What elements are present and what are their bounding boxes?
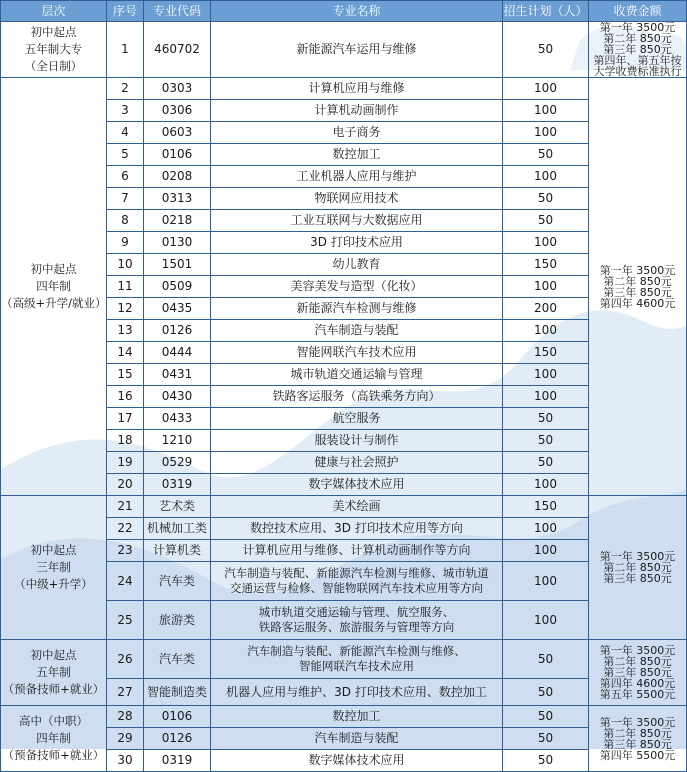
major-name-cell [211,232,503,254]
level-line: 三年制 [36,560,71,574]
no-cell: 4 [107,122,144,144]
no-cell: 27 [107,679,144,706]
major-name-line: 智能网联汽车技术应用 [299,659,414,673]
level-cell [1,22,107,78]
fee-cell [589,496,687,640]
major-name-line: 机器人应用与维护、3D 打印技术应用、数控加工 [226,684,487,699]
table-row [1,706,687,728]
major-name-cell [211,320,503,342]
level-line: 四年制 [36,731,71,745]
plan-cell: 100 [503,320,589,342]
code-cell: 0218 [144,210,211,232]
level-line: 五年制大专 [24,42,83,56]
level-cell [1,78,107,496]
major-name-line: 铁路客运服务（高铁乘务方向） [272,389,441,403]
fee-line: 第一年 3500元 [599,21,676,34]
plan-cell: 100 [503,276,589,298]
no-cell: 26 [107,640,144,679]
fee-line: 第三年 850元 [603,43,672,56]
major-name-line: 汽车制造与装配 [314,323,399,337]
no-cell: 11 [107,276,144,298]
major-name-cell [211,78,503,100]
major-name-cell [211,706,503,728]
plan-cell: 100 [503,122,589,144]
plan-cell: 50 [503,679,589,706]
major-name-line: 汽车制造与装配、新能源汽车检测与维修、城市轨道 [224,566,489,580]
code-cell: 0319 [144,750,211,772]
major-name-cell [211,386,503,408]
code-cell: 0433 [144,408,211,430]
plan-cell: 50 [503,408,589,430]
plan-cell: 50 [503,706,589,728]
fee-line: 第一年 3500元 [599,263,676,277]
code-cell: 0126 [144,320,211,342]
major-name-line: 工业互联网与大数据应用 [290,213,423,227]
major-name-line: 电子商务 [332,125,381,139]
plan-cell: 100 [503,601,589,640]
major-name-cell [211,254,503,276]
major-name-cell [211,364,503,386]
code-cell: 0430 [144,386,211,408]
no-cell: 7 [107,188,144,210]
fee-cell [589,640,687,706]
code-cell: 0306 [144,100,211,122]
plan-cell: 100 [503,540,589,562]
major-name-line: 汽车制造与装配 [314,731,399,745]
level-line: （中级+升学） [14,577,93,591]
no-cell: 6 [107,166,144,188]
table-row [1,496,687,518]
plan-cell: 100 [503,474,589,496]
no-cell: 18 [107,430,144,452]
fee-line: 第三年 850元 [603,666,672,679]
no-cell: 3 [107,100,144,122]
table-body [1,22,687,772]
major-name-cell [211,430,503,452]
no-cell: 25 [107,601,144,640]
fee-line: 第五年 5500元 [599,688,676,701]
fee-line: 第三年 850元 [603,737,672,751]
code-cell: 460702 [144,22,211,78]
level-line: （全日制） [24,59,83,73]
major-name-line: 美容美发与造型（化妆） [290,279,423,293]
level-line: （预备技师+就业） [2,682,105,696]
code-cell: 0435 [144,298,211,320]
major-name-cell [211,188,503,210]
level-line: 初中起点 [30,648,77,662]
plan-cell: 150 [503,254,589,276]
code-cell: 旅游类 [144,601,211,640]
plan-cell: 100 [503,232,589,254]
code-cell: 1210 [144,430,211,452]
header-level: 层次 [1,1,107,22]
plan-cell: 100 [503,562,589,601]
fee-cell [589,78,687,496]
no-cell: 16 [107,386,144,408]
header-name: 专业名称 [211,1,503,22]
no-cell: 15 [107,364,144,386]
code-cell: 0509 [144,276,211,298]
major-name-cell [211,518,503,540]
no-cell: 22 [107,518,144,540]
code-cell: 0303 [144,78,211,100]
fee-line: 第一年 3500元 [599,550,676,563]
code-cell: 0319 [144,474,211,496]
major-name-line: 智能网联汽车技术应用 [296,345,417,359]
major-name-line: 数控技术应用、3D 打印技术应用等方向 [250,521,463,535]
major-name-cell [211,342,503,364]
code-cell: 0130 [144,232,211,254]
fee-line: 第一年 3500元 [599,715,676,729]
major-name-line: 服装设计与制作 [314,433,399,447]
no-cell: 24 [107,562,144,601]
major-name-line: 新能源汽车检测与维修 [296,301,417,315]
major-name-cell [211,562,503,601]
fee-line: 第二年 850元 [603,561,672,574]
level-line: （高级+升学/就业） [1,296,107,310]
code-cell: 0126 [144,728,211,750]
plan-cell: 150 [503,496,589,518]
no-cell: 8 [107,210,144,232]
plan-cell: 50 [503,210,589,232]
plan-cell: 100 [503,78,589,100]
code-cell: 0106 [144,706,211,728]
header-code: 专业代码 [144,1,211,22]
major-name-cell [211,22,503,78]
level-line: 初中起点 [30,543,77,557]
plan-cell: 50 [503,452,589,474]
no-cell: 17 [107,408,144,430]
major-name-line: 汽车制造与装配、新能源汽车检测与维修、 [247,644,466,658]
major-name-cell [211,144,503,166]
major-name-cell [211,640,503,679]
fee-line: 第二年 850元 [603,32,672,45]
table-row [1,640,687,679]
no-cell: 21 [107,496,144,518]
plan-cell: 200 [503,298,589,320]
no-cell: 19 [107,452,144,474]
level-cell [1,496,107,640]
fee-line: 第二年 850元 [603,726,672,740]
major-name-cell [211,750,503,772]
level-line: 高中（中职） [19,714,88,728]
major-name-cell [211,474,503,496]
fee-line: 第三年 850元 [603,285,672,299]
fee-line: 第四年、第五年按 [593,54,682,67]
major-name-line: 铁路客运服务、旅游服务与管理等方向 [258,620,455,634]
table-row [1,78,687,100]
code-cell: 0106 [144,144,211,166]
major-name-cell [211,540,503,562]
major-name-cell [211,166,503,188]
no-cell: 30 [107,750,144,772]
no-cell: 13 [107,320,144,342]
code-cell: 0431 [144,364,211,386]
plan-cell: 100 [503,364,589,386]
major-name-line: 数字媒体技术应用 [308,477,405,491]
code-cell: 智能制造类 [144,679,211,706]
plan-cell: 100 [503,386,589,408]
major-name-line: 数控加工 [332,147,381,161]
no-cell: 9 [107,232,144,254]
fee-line: 第三年 850元 [603,572,672,585]
major-name-line: 计算机动画制作 [314,103,399,117]
code-cell: 0444 [144,342,211,364]
plan-cell: 50 [503,728,589,750]
major-name-cell [211,298,503,320]
code-cell: 机械加工类 [144,518,211,540]
header-fee: 收费金额 [589,1,687,22]
no-cell: 23 [107,540,144,562]
no-cell: 20 [107,474,144,496]
no-cell: 28 [107,706,144,728]
level-line: 初中起点 [30,25,77,39]
major-name-line: 交通运营与检修、智能物联网汽车技术应用等方向 [230,581,483,595]
major-name-line: 新能源汽车运用与维修 [296,42,417,56]
major-name-line: 城市轨道交通运输与管理、航空服务、 [258,605,455,619]
fee-line: 第四年 4600元 [599,677,676,690]
no-cell: 10 [107,254,144,276]
plan-cell: 50 [503,144,589,166]
fee-line: 第四年 4600元 [599,296,676,310]
fee-line: 第二年 850元 [603,655,672,668]
no-cell: 2 [107,78,144,100]
plan-cell: 150 [503,342,589,364]
major-name-line: 美术绘画 [332,499,381,513]
level-cell [1,640,107,706]
plan-cell: 50 [503,430,589,452]
fee-cell [589,22,687,78]
major-name-cell [211,276,503,298]
major-name-line: 数控加工 [332,709,381,723]
code-cell: 1501 [144,254,211,276]
major-name-cell [211,100,503,122]
code-cell: 0208 [144,166,211,188]
major-name-line: 工业机器人应用与维护 [296,169,417,183]
plan-cell: 100 [503,518,589,540]
major-name-cell [211,408,503,430]
plan-cell: 100 [503,100,589,122]
fee-line: 第四年 5500元 [599,748,676,762]
code-cell: 汽车类 [144,562,211,601]
no-cell: 1 [107,22,144,78]
major-name-cell [211,728,503,750]
major-name-line: 计算机应用与维修 [308,81,405,95]
plan-cell: 50 [503,188,589,210]
level-line: （预备技师+就业） [2,748,105,762]
no-cell: 5 [107,144,144,166]
major-name-line: 健康与社会照护 [314,455,399,469]
code-cell: 计算机类 [144,540,211,562]
major-name-line: 物联网应用技术 [314,191,399,205]
plan-cell: 50 [503,750,589,772]
major-name-line: 数字媒体技术应用 [308,753,405,767]
major-name-line: 计算机应用与维修、计算机动画制作等方向 [242,543,471,557]
major-name-line: 城市轨道交通运输与管理 [290,367,423,381]
major-name-cell [211,496,503,518]
fee-cell [589,706,687,772]
no-cell: 14 [107,342,144,364]
major-name-line: 航空服务 [332,411,381,425]
plan-cell: 100 [503,166,589,188]
no-cell: 29 [107,728,144,750]
code-cell: 0529 [144,452,211,474]
header-plan: 招生计划（人） [503,1,589,22]
code-cell: 0603 [144,122,211,144]
fee-line: 大学收费标准执行 [593,65,682,78]
fee-line: 第一年 3500元 [599,644,676,657]
major-name-line: 3D 打印技术应用 [310,235,403,249]
major-name-cell [211,210,503,232]
code-cell: 艺术类 [144,496,211,518]
major-name-line: 幼儿教育 [332,257,381,271]
level-line: 四年制 [36,279,71,293]
table-header-row [1,1,687,22]
major-name-cell [211,452,503,474]
level-line: 初中起点 [30,262,77,276]
plan-cell: 50 [503,640,589,679]
no-cell: 12 [107,298,144,320]
plan-cell: 50 [503,22,589,78]
level-cell [1,706,107,772]
level-line: 五年制 [36,665,71,679]
major-name-cell [211,122,503,144]
major-name-cell [211,601,503,640]
header-no: 序号 [107,1,144,22]
major-name-cell [211,679,503,706]
table-row [1,22,687,78]
code-cell: 0313 [144,188,211,210]
fee-line: 第二年 850元 [603,274,672,288]
code-cell: 汽车类 [144,640,211,679]
